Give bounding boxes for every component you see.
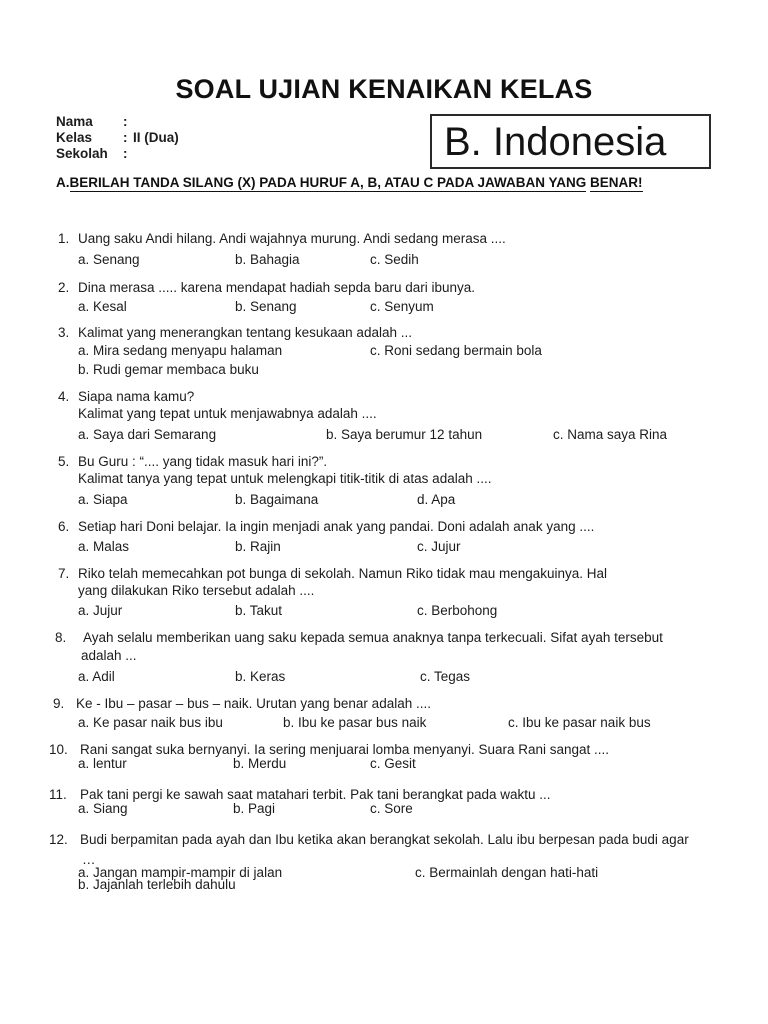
question-10-text: Rani sangat suka bernyanyi. Ia sering menjuarai lomba menyanyi. Suara Rani sangat ....: [80, 742, 610, 757]
question-8-option-b: b. Keras: [235, 669, 286, 684]
question-3-option-a: a. Mira sedang menyapu halaman: [78, 343, 283, 358]
question-8-option-c: c. Tegas: [420, 669, 471, 684]
question-10-option-c: c. Gesit: [370, 756, 416, 771]
section-a-instruction-tail: BENAR!: [590, 175, 643, 190]
section-a-instruction: BERILAH TANDA SILANG (X) PADA HURUF A, B, ATAU C PADA JAWABAN YANG: [69, 175, 587, 190]
question-2-number: 2.: [58, 280, 70, 295]
question-5-option-b: b. Bagaimana: [235, 492, 319, 507]
question-6-text: Setiap hari Doni belajar. Ia ingin menjadi anak yang pandai. Doni adalah anak yang ....: [78, 519, 595, 534]
question-5-text: Bu Guru : “.... yang tidak masuk hari ini?”.: [78, 454, 328, 469]
question-9-text: Ke - Ibu – pasar – bus – naik. Urutan yang benar adalah ....: [76, 696, 431, 711]
question-6-number: 6.: [58, 519, 70, 534]
question-10-option-a: a. lentur: [78, 756, 127, 771]
subject-title: B. Indonesia: [444, 119, 667, 164]
question-7-option-a: a. Jujur: [78, 603, 123, 618]
field-sep-kelas: :: [123, 130, 128, 145]
question-9-option-a: a. Ke pasar naik bus ibu: [78, 715, 223, 730]
question-4-text-line2: Kalimat yang tepat untuk menjawabnya adalah ....: [78, 406, 377, 421]
question-3-option-c: c. Roni sedang bermain bola: [370, 343, 542, 358]
question-5-option-a: a. Siapa: [78, 492, 128, 507]
section-a-heading: [56, 175, 643, 190]
question-1-option-c: c. Sedih: [370, 252, 419, 267]
question-11-option-a: a. Siang: [78, 801, 128, 816]
question-4-option-c: c. Nama saya Rina: [553, 427, 668, 442]
question-10-option-b: b. Merdu: [233, 756, 287, 771]
question-4-option-a: a. Saya dari Semarang: [78, 427, 217, 442]
question-5-option-d: d. Apa: [417, 492, 456, 507]
question-7-number: 7.: [58, 566, 70, 581]
question-1-option-a: a. Senang: [78, 252, 140, 267]
question-8-text: Ayah selalu memberikan uang saku kepada semua anaknya tanpa terkecuali. Sifat ayah tersebut: [83, 630, 663, 645]
field-value-kelas: II (Dua): [133, 130, 179, 145]
question-4-text: Siapa nama kamu?: [78, 389, 195, 404]
question-2-text: Dina merasa ..... karena mendapat hadiah sepda baru dari ibunya.: [78, 280, 475, 295]
question-1-text: Uang saku Andi hilang. Andi wajahnya murung. Andi sedang merasa ....: [78, 231, 506, 246]
question-12-option-b: b. Jajanlah terlebih dahulu: [78, 877, 236, 892]
question-12-text: Budi berpamitan pada ayah dan Ibu ketika akan berangkat sekolah. Lalu ibu berpesan pada budi agar: [80, 832, 689, 847]
question-3-option-b: b. Rudi gemar membaca buku: [78, 362, 259, 377]
question-8-option-a: a. Adil: [78, 669, 115, 684]
question-7-text-line2: yang dilakukan Riko tersebut adalah ....: [78, 583, 315, 598]
question-1-number: 1.: [58, 231, 70, 246]
question-9-option-b: b. Ibu ke pasar bus naik: [283, 715, 427, 730]
question-3-number: 3.: [58, 325, 70, 340]
section-a-prefix: A.: [56, 175, 70, 190]
question-7-option-c: c. Berbohong: [417, 603, 498, 618]
question-4-number: 4.: [58, 389, 70, 404]
question-6-option-b: b. Rajin: [235, 539, 281, 554]
page-title: SOAL UJIAN KENAIKAN KELAS: [175, 74, 593, 104]
question-5-number: 5.: [58, 454, 70, 469]
question-6-option-a: a. Malas: [78, 539, 130, 554]
question-9-option-c: c. Ibu ke pasar naik bus: [508, 715, 651, 730]
question-11-number: 11.: [49, 787, 67, 802]
question-2-option-a: a. Kesal: [78, 299, 127, 314]
question-11-text: Pak tani pergi ke sawah saat matahari terbit. Pak tani berangkat pada waktu ...: [80, 787, 551, 802]
question-2-option-c: c. Senyum: [370, 299, 434, 314]
question-12-option-c: c. Bermainlah dengan hati-hati: [415, 865, 599, 880]
field-label-sekolah: Sekolah: [56, 146, 108, 161]
question-11-option-b: b. Pagi: [233, 801, 276, 816]
question-12-text-line2: …: [82, 852, 96, 867]
question-12-number: 12.: [49, 832, 68, 847]
question-7-option-b: b. Takut: [235, 603, 283, 618]
question-9-number: 9.: [53, 696, 65, 711]
question-8-number: 8.: [55, 630, 67, 645]
question-3-text: Kalimat yang menerangkan tentang kesukaan adalah ...: [78, 325, 412, 340]
question-12-option-a: a. Jangan mampir-mampir di jalan: [78, 865, 283, 880]
question-6-option-c: c. Jujur: [417, 539, 461, 554]
question-4-option-b: b. Saya berumur 12 tahun: [326, 427, 483, 442]
subject-box: [430, 114, 711, 169]
question-11-option-c: c. Sore: [370, 801, 413, 816]
question-10-number: 10.: [49, 742, 68, 757]
question-7-text: Riko telah memecahkan pot bunga di sekolah. Namun Riko tidak mau mengakuinya. Hal: [78, 566, 608, 581]
question-2-option-b: b. Senang: [235, 299, 297, 314]
question-8-text-line2: adalah ...: [81, 648, 137, 663]
question-5-text-line2: Kalimat tanya yang tepat untuk melengkapi titik-titik di atas adalah ....: [78, 471, 492, 486]
question-1-option-b: b. Bahagia: [235, 252, 300, 267]
field-sep-nama: :: [123, 114, 128, 129]
field-sep-sekolah: :: [123, 146, 128, 161]
field-label-kelas: Kelas: [56, 130, 93, 145]
field-label-nama: Nama: [56, 114, 93, 129]
